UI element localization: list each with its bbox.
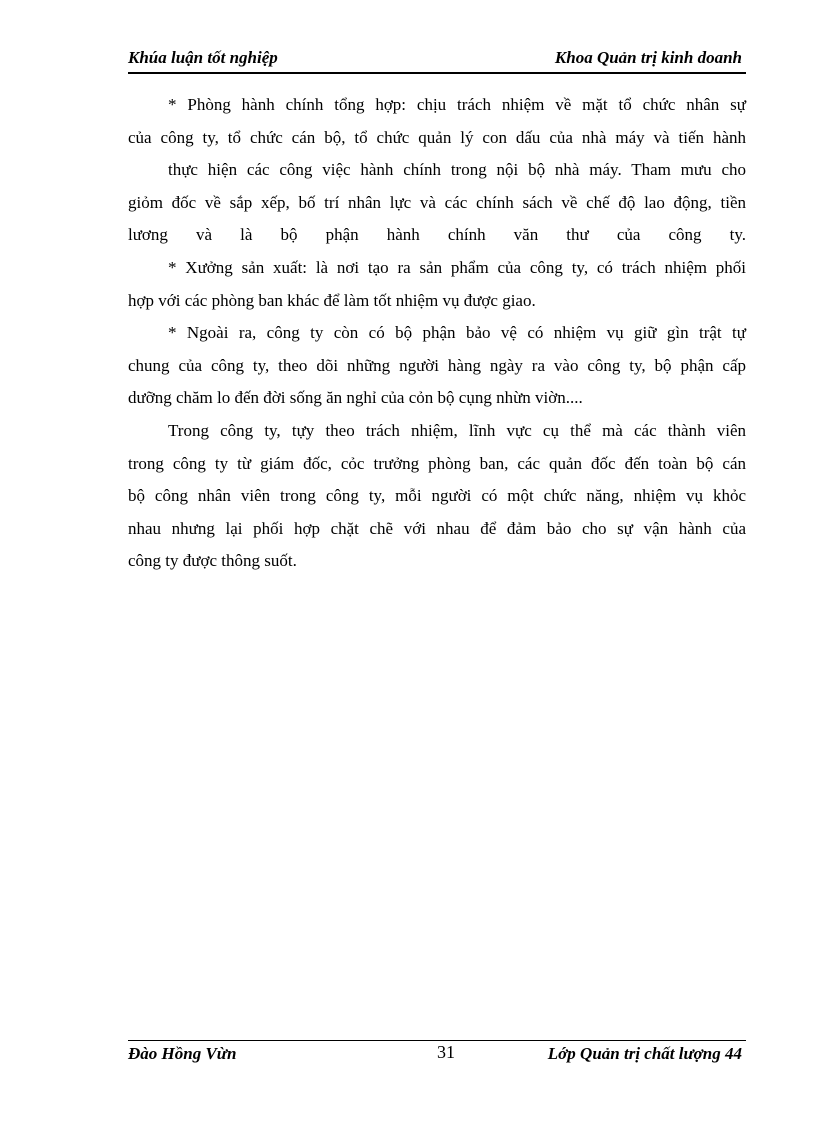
body-line: thực hiện các công việc hành chính trong nội bộ nhà máy. Tham mưu cho: [168, 160, 746, 180]
page-header: [128, 48, 746, 74]
footer-author: Đào Hồng Vừn: [128, 1044, 237, 1063]
body-line: của công ty, tổ chức cán bộ, tổ chức quản lý con dấu của nhà máy và tiến hành: [128, 127, 746, 147]
header-thesis-title: Khúa luận tốt nghiệp: [128, 48, 278, 67]
body-line: chung của công ty, theo dõi những người hàng ngày ra vào công ty, bộ phận cấp: [128, 355, 746, 375]
body-line: công ty được thông suốt.: [128, 551, 297, 571]
body-line: trong công ty từ giám đốc, cỏc trưởng phòng ban, các quản đốc đến toàn bộ cán: [128, 453, 746, 473]
body-line: * Xưởng sản xuất: là nơi tạo ra sản phẩm của công ty, có trách nhiệm phối: [168, 257, 746, 277]
page-number: 31: [437, 1042, 455, 1062]
body-line: hợp với các phòng ban khác để làm tốt nhiệm vụ được giao.: [128, 290, 536, 310]
body-line: nhau nhưng lại phối hợp chặt chẽ với nhau để đảm bảo cho sự vận hành của: [128, 518, 746, 538]
header-faculty: Khoa Quản trị kinh doanh: [554, 48, 742, 67]
body-line: lương và là bộ phận hành chính văn thư của công ty.: [128, 225, 746, 245]
body-line: Trong công ty, tựy theo trách nhiệm, lĩnh vực cụ thể mà các thành viên: [168, 420, 746, 440]
footer-rule: [128, 1040, 746, 1041]
body-text: [128, 89, 746, 578]
footer-class: Lớp Quản trị chất lượng 44: [547, 1044, 742, 1063]
body-line: bộ công nhân viên trong công ty, mỗi người có một chức năng, nhiệm vụ khỏc: [128, 486, 746, 506]
body-line: * Phòng hành chính tổng hợp: chịu trách nhiệm về mặt tổ chức nhân sự: [168, 95, 746, 114]
body-line: giỏm đốc về sắp xếp, bố trí nhân lực và các chính sách về chế độ lao động, tiền: [128, 192, 746, 212]
body-line: dưỡng chăm lo đến đời sống ăn nghỉ của cỏn bộ cụng nhừn viờn....: [128, 388, 583, 408]
body-line: * Ngoài ra, công ty còn có bộ phận bảo vệ có nhiệm vụ giữ gìn trật tự: [168, 323, 746, 343]
